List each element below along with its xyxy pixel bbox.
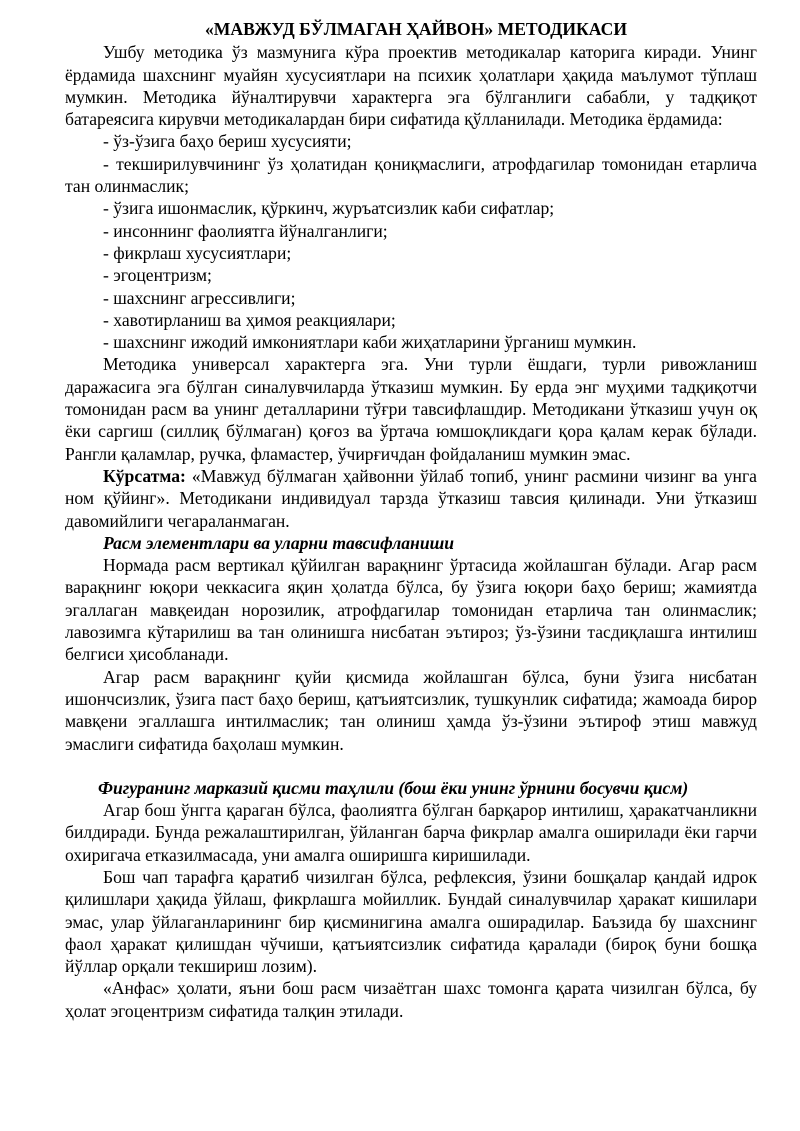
section2-paragraph-3: «Анфас» ҳолати, яъни бош расм чизаётган шахс томонга қарата чизилган бўлса, бу ҳолат эгоцентризм сифатида талқин этилади. [65, 978, 757, 1021]
list-item: - шахснинг ижодий имкониятлари каби жиҳатларини ўрганиш мумкин. [103, 332, 637, 353]
list-item: - шахснинг агрессивлиги; [103, 287, 296, 308]
list-item: - хавотирланиш ва ҳимоя реакциялари; [103, 309, 396, 330]
bullet-list [65, 130, 757, 353]
list-item: - ўз-ўзига баҳо бериш хусусияти; [103, 131, 352, 152]
section1-paragraph-1: Нормада расм вертикал қўйилган варақнинг ўртасида жойлашган бўлади. Агар расм варақнинг юқори чеккасига яқин ҳолатда бўлса, бу ўзига юқори баҳо бериш; жамиятда эгаллаган мавқеидан норозилик, атрофдагилар томонидан етарлича тан олинмаслик; лавозимга кўтарилиш ва тан олинишга нисбатан эътироз; ўз-ўзини тасдиқлашга интилиш белгиси ҳисобланади. [65, 555, 757, 665]
list-item: - ўзига ишонмаслик, қўркинч, журъатсизлик каби сифатлар; [103, 198, 555, 219]
list-item: - инсоннинг фаолиятга йўналганлиги; [103, 220, 388, 241]
intro-paragraph: Ушбу методика ўз мазмунига кўра проектив методикалар каторига киради. Унинг ёрдамида шахснинг муайян хусусиятлари на психик ҳолатлари ҳақида маълумот тўплаш мумкин. Методика йўналтирувчи характерга эга бўлганлиги сабабли, у тадқиқот батареясига кирувчи методикалардан бири сифатида қўлланилади. Методика ёрдамида: [65, 42, 757, 130]
list-item: - текширилувчининг ўз ҳолатидан қониқмаслиги, атрофдагилар томонидан етарлича тан олинмаслик; [65, 153, 757, 197]
instruction-label: Кўрсатма: [103, 465, 186, 486]
list-item: - фикрлаш хусусиятлари; [103, 242, 292, 263]
section-heading-elements: Расм элементлари ва уларни тавсифланиши [103, 532, 455, 553]
instruction-paragraph [65, 465, 757, 532]
list-item: - эгоцентризм; [103, 265, 212, 286]
section2-paragraph-1: Агар бош ўнгга қараган бўлса, фаолиятга бўлган барқарор интилиш, ҳаракатчанликни билдиради. Бунда режалаштирилган, ўйланган барча фикрлар амалга оширилади ёки гарчи охиригача етказилмасада, уни амалга оширишга киришилади. [65, 800, 757, 865]
universal-paragraph: Методика универсал характерга эга. Уни турли ёшдаги, турли ривожланиш даражасига эга бўлган синалувчиларда ўтказиш мумкин. Бу ерда энг муҳими тадқиқотчи томонидан расм ва унинг деталларини тўғри тавсифлашдир. Методикани ўтказиш учун оқ ёки саргиш (силлиқ бўлмаган) қоғоз ва ўртача юмшоқликдаги қора қалам керак бўлади. Рангли қаламлар, ручка, фламастер, ўчирғичдан фойдаланиш мумкин эмас. [65, 354, 757, 464]
document-title: «МАВЖУД БЎЛМАГАН ҲАЙВОН» МЕТОДИКАСИ [204, 19, 628, 39]
instruction-text: «Мавжуд бўлмаган ҳайвонни ўйлаб топиб, унинг расмини чизинг ва унга ном қўйинг». Методикани индивидуал тарзда ўтказиш тавсия қилинади. Уни ўтказиш давомийлиги чегараланмаган. [65, 465, 757, 531]
section2-paragraph-2: Бош чап тарафга қаратиб чизилган бўлса, рефлексия, ўзини бошқалар қандай идрок қилишлари ҳақида ўйлаш, фикрлашга мойиллик. Бундай синалувчилар ҳаракат кишилари эмас, улар ўйлаганларининг бир қисминигина амалга оширадилар. Баъзида бу шахснинг фаол ҳаракат қилишдан чўчиши, қатъиятсизлик сифатида қаралади (бироқ буни бошқа йўллар орқали текшириш лозим). [65, 866, 757, 977]
document-page [65, 18, 757, 1022]
section-heading-central-part: Фигуранинг марказий қисми таҳлили (бош ёки унинг ўрнини босувчи қисм) [98, 777, 689, 798]
section1-paragraph-2: Агар расм варақнинг қуйи қисмида жойлашган бўлса, буни ўзига нисбатан ишончсизлик, ўзига паст баҳо бериш, қатъиятсизлик, тушкунлик сифатида; жамоада бирор мавқени эгаллашга интилмаслик; тан олиниш ҳамда ўз-ўзини эътироф этиш мавжуд эмаслиги сифатида баҳолаш мумкин. [65, 666, 757, 754]
